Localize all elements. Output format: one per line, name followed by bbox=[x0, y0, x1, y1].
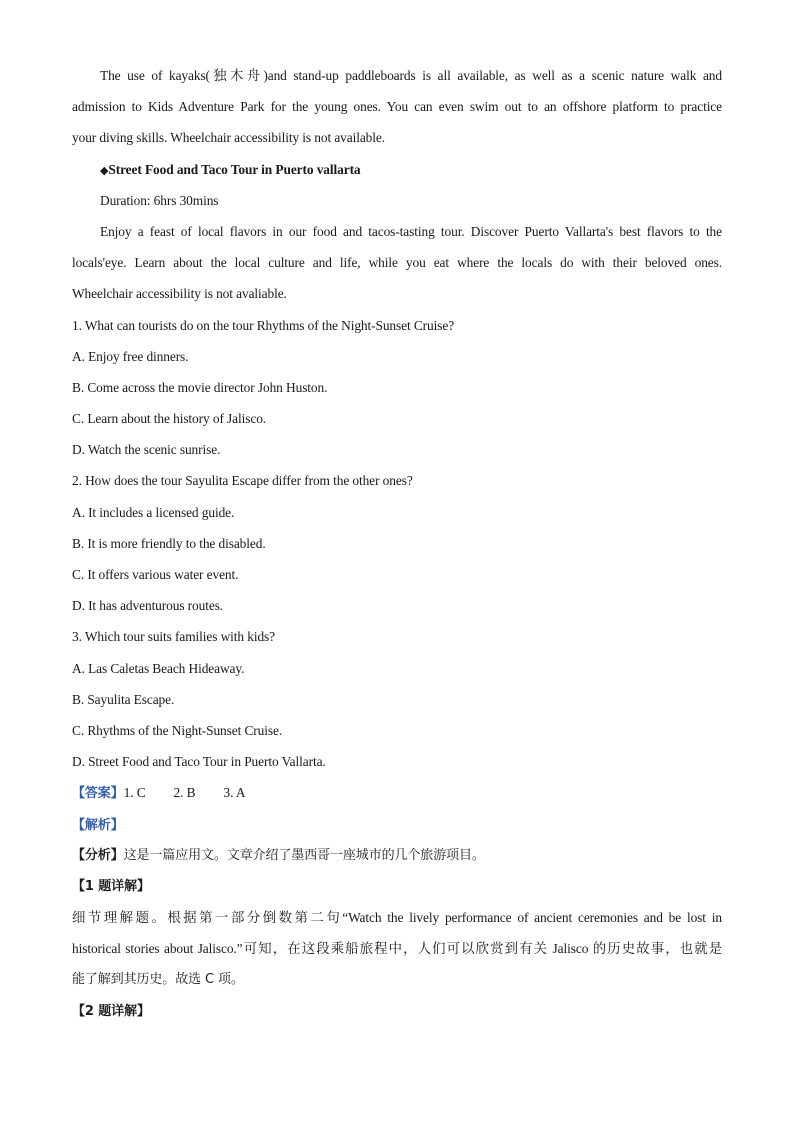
question-3-option-c: C. Rhythms of the Night-Sunset Cruise. bbox=[72, 722, 283, 738]
question-3-option-d: D. Street Food and Taco Tour in Puerto Vallarta. bbox=[72, 754, 326, 770]
question-3-option-b: B. Sayulita Escape. bbox=[72, 691, 175, 707]
analysis-label-row bbox=[72, 809, 722, 840]
q1-detail-line-2: historical stories about Jalisco.”可知，在这段乘船旅程中，人们可以欣赏到有关 Jalisco 的历史故事，也就是 bbox=[72, 941, 722, 957]
overview-text: 这是一篇应用文。文章介绍了墨西哥一座城市的几个旅游项目。 bbox=[123, 847, 485, 863]
answer-row bbox=[72, 777, 722, 808]
question-3-option-a: A. Las Caletas Beach Hideaway. bbox=[72, 660, 245, 676]
tour-heading-street-food bbox=[72, 154, 722, 185]
analysis-label: 【解析】 bbox=[72, 817, 124, 833]
question-1-option-d: D. Watch the scenic sunrise. bbox=[72, 442, 221, 458]
document-page bbox=[72, 60, 722, 1027]
diamond-bullet-icon: ◆ bbox=[100, 163, 109, 177]
question-3-stem: 3. Which tour suits families with kids? bbox=[72, 629, 276, 645]
question-2-option-a: A. It includes a licensed guide. bbox=[72, 504, 235, 520]
kayak-paragraph-line-2: admission to Kids Adventure Park for the young ones. You can even swim out to an offshore platform to practice bbox=[72, 99, 722, 115]
q1-detail-line-3: 能了解到其历史。故选 C 项。 bbox=[72, 972, 244, 988]
overview-label: 【分析】 bbox=[72, 847, 124, 863]
q1-detail-label: 【1 题详解】 bbox=[72, 878, 150, 894]
question-1-option-a: A. Enjoy free dinners. bbox=[72, 348, 189, 364]
tour-duration: Duration: 6hrs 30mins bbox=[100, 192, 219, 208]
question-1-option-c: C. Learn about the history of Jalisco. bbox=[72, 411, 267, 427]
food-paragraph-line-1: Enjoy a feast of local flavors in our food and tacos-tasting tour. Discover Puerto Vallarta's best flavors to the bbox=[100, 223, 722, 239]
question-2-stem: 2. How does the tour Sayulita Escape differ from the other ones? bbox=[72, 473, 413, 489]
q1-detail-line-1: 细节理解题。根据第一部分倒数第二句“Watch the lively performance of ancient ceremonies and be lost in bbox=[72, 910, 722, 926]
answer-3: 3. A bbox=[223, 785, 246, 801]
question-1-stem: 1. What can tourists do on the tour Rhythms of the Night-Sunset Cruise? bbox=[72, 317, 455, 333]
answer-2: 2. B bbox=[173, 785, 196, 801]
kayak-paragraph-line-1: The use of kayaks(独木舟)and stand-up paddleboards is all available, as well as a scenic nature walk and bbox=[100, 68, 722, 83]
question-2-option-c: C. It offers various water event. bbox=[72, 567, 239, 582]
question-2-option-d: D. It has adventurous routes. bbox=[72, 598, 224, 614]
answer-label: 【答案】 bbox=[72, 786, 124, 802]
overview-row bbox=[72, 840, 722, 871]
q2-detail-label: 【2 题详解】 bbox=[72, 1003, 150, 1019]
food-paragraph-line-3: Wheelchair accessibility is not avaliable. bbox=[72, 286, 287, 302]
answer-1: 1. C bbox=[123, 785, 146, 801]
tour-heading-text: Street Food and Taco Tour in Puerto vallarta bbox=[108, 161, 361, 177]
question-1-option-b: B. Come across the movie director John Huston. bbox=[72, 379, 328, 395]
food-paragraph-line-2: locals'eye. Learn about the local culture and life, while you eat where the locals do with their beloved ones. bbox=[72, 255, 722, 271]
kayak-paragraph-line-3: your diving skills. Wheelchair accessibility is not available. bbox=[72, 130, 385, 146]
question-2-option-b: B. It is more friendly to the disabled. bbox=[72, 535, 266, 551]
